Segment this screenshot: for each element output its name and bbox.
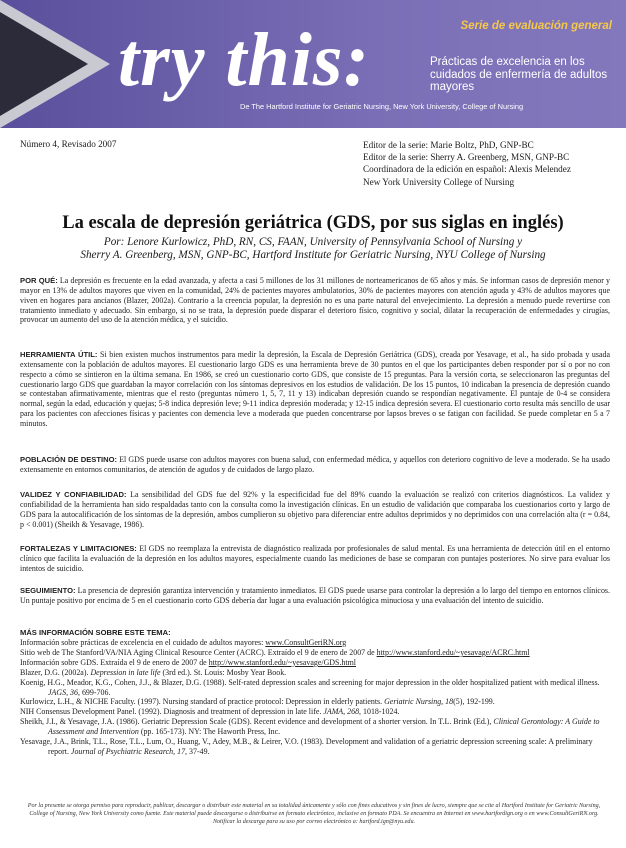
section-text: Si bien existen muchos instrumentos para medir la depresión, la Escala de Depresión Geriátrica (GDS), creada por Yesavage, et al., ha sido probada y usada extensamente con la población de adultos mayores. El cuestionario largo GDS es una herramienta breve de 30 puntos en el que los participantes deben responder por sí o por no con respecto a cómo se sintieron en la última semana. En 1986, se creó un cuestionario corto GDS, que consiste de 15 preguntas. Para la versión corta, se seleccionaron las preguntas del cuestionario largo GDS que guardaban la mayor correlación con los síntomas depresivos en los estudios de validación. De los 15 puntos, 10 indicaban la presencia de depresión cuando se contestaban afirmativamente, mientras que el resto (preguntas número 1, 5, 7, 11 y 13) indicaban depresión cuando se respondían negativamente. El puntaje de 0-4 se considera normal, según la edad, educación y quejas; 5-8 indica depresión leve; 9-11 indica depresión moderada; y 12-15 indica depresión severa. El cuestionario corto resulta más sencillo de usar para los pacientes con afecciones físicas y pacientes con demencia leve a moderada que pueden concentrarse por lapsos breves o se fatigan con facilidad. Se puede completar en 5 a 7 minutos. xyxy=(20,350,610,428)
reference-text: Sheikh, J.I., & Yesavage, J.A. (1986). Geriatric Depression Scale (GDS). Recent evidence and development of a shorter version. In T.L. Brink (Ed.), xyxy=(20,717,494,727)
acrc-link[interactable]: http://www.stanford.edu/~yesavage/ACRC.html xyxy=(376,647,530,657)
reference-item xyxy=(20,678,610,698)
section-heading: POBLACIÓN DE DESTINO: xyxy=(20,455,118,464)
section-heading: FORTALEZAS Y LIMITACIONES: xyxy=(20,544,137,553)
section-heading: SEGUIMIENTO: xyxy=(20,586,76,595)
authors-block xyxy=(0,236,626,262)
section-fortalezas-limitaciones xyxy=(20,544,610,574)
reference-text: Sitio web de The Stanford/VA/NIA Aging Clinical Resource Center (ACRC). Extraído el 9 de enero de 2007 de xyxy=(20,647,377,657)
reference-title: JAGS, 36 xyxy=(48,687,78,697)
header-banner xyxy=(0,0,626,128)
section-text: El GDS no reemplaza la entrevista de diagnóstico realizada por profesionales de salud mental. Es una herramienta de detección útil en el entorno clínico que facilita la evaluación de la depresión en los adultos mayores, especialmente cuando las mediciones de base se comparan con puntajes posteriores. No sirve para evaluar los intentos de suicidio. xyxy=(20,544,610,573)
reference-text: , 37-49. xyxy=(185,746,210,756)
section-heading: HERRAMIENTA ÚTIL: xyxy=(20,350,98,359)
reference-text: , 699-706. xyxy=(77,687,111,697)
reference-text: , 1018-1024. xyxy=(359,707,400,717)
page-title: La escala de depresión geriátrica (GDS, por sus siglas en inglés) xyxy=(62,213,564,233)
reference-title: JAMA, 268 xyxy=(323,707,360,717)
permission-footer: Por la presente se otorga permiso para reproducir, publicar, descargar o distribuir este material en su totalidad únicamente y sólo con fines educativos y sin fines de lucro, siempre que se cite al Hartford Institute for Geriatric Nursing, College of Nursing, New York University como fuente. Este material puede descargarse o distribuirse en formato electrónico, inclusive en formato PDA. Se encuentra en Internet en www.hartfordign.org o en www.ConsultGeriRN.org. Notificar la descarga para su uso por correo electrónico a: hartford.ign@nyu.edu. xyxy=(27,803,601,825)
reference-item xyxy=(20,717,610,737)
section-validez-confiabilidad xyxy=(20,490,610,529)
section-text: La presencia de depresión garantiza intervención y tratamiento inmediatos. El GDS puede usarse para controlar la depresión a lo largo del tiempo en entornos clínicos. Un puntaje positivo por encima de 5 en el cuestionario corto GDS debería dar lugar a una evaluación psicológica minuciosa y una evaluación del intento de suicidio. xyxy=(20,586,610,605)
issue-number: Número 4, Revisado 2007 xyxy=(20,139,117,149)
series-label: Serie de evaluación general xyxy=(460,20,612,32)
editor-line: Editor de la serie: Sherry A. Greenberg, MSN, GNP-BC xyxy=(363,152,570,163)
reference-text: Blazer, D.G. (2002a). xyxy=(20,667,91,677)
reference-item xyxy=(20,668,610,678)
section-poblacion-destino xyxy=(20,455,610,475)
reference-text: Yesavage, J.A., Brink, T.L., Rose, T.L., Lum, O., Huang, V., Adey, M.B., & Leirer, V.O. (1983). Development and validation of a geriatric depression screening scale: A preliminary report. xyxy=(20,737,593,756)
reference-text: NIH Consensus Development Panel. (1992). Diagnosis and treatment of depression in late life. xyxy=(20,707,324,717)
consultgerirn-link[interactable]: www.ConsultGeriRN.org xyxy=(265,638,347,647)
editor-line: Coordinadora de la edición en español: Alexis Melendez xyxy=(363,164,571,175)
reference-item xyxy=(20,697,610,707)
reference-title: Journal of Psychiatric Research, 17 xyxy=(70,746,186,756)
reference-text: (3rd ed.). St. Louis: Mosby Year Book. xyxy=(160,667,287,677)
references-list xyxy=(20,638,610,757)
reference-text: Koenig, H.G., Meador, K.G., Cohen, J.J., & Blazer, D.G. (1988). Self-rated depression scales and screening for major depression in the older hospitalized patient with medical illness. xyxy=(20,677,600,687)
gds-link[interactable]: http://www.stanford.edu/~yesavage/GDS.html xyxy=(208,657,356,667)
reference-text: (5), 192-199. xyxy=(453,697,495,707)
more-info-heading: MÁS INFORMACIÓN SOBRE ESTE TEMA: xyxy=(20,628,171,637)
editors-block xyxy=(363,139,571,188)
section-text: La depresión es frecuente en la edad avanzada, y afecta a casi 5 millones de los 31 millones de norteamericanos de 65 años y más. Se informan casos de depresión menor y mayor en 13% de adultos mayores que viven en la comunidad, 24% de pacientes mayores ambulatorios, 30% de pacientes mayores con atención aguda y 43% de adultos mayores que viven en hogares para ancianos (Blazer, 2002a). Contrario a la creencia popular, la depresión no es una parte natural del envejecimiento. La depresión a menudo puede revertirse con tratamiento inmediato y adecuado. Sin embargo, si no se trata, la depresión puede disparar el deterioro físico, cognitivo y social, dilatar la recuperación de enfermedades y cirugías, provocar un aumento del uso de la atención médica, y el suicidio. xyxy=(20,276,610,325)
editor-line: Editor de la serie: Marie Boltz, PhD, GNP-BC xyxy=(363,140,534,150)
reference-item xyxy=(20,737,610,757)
reference-text: Información sobre GDS. Extraída el 9 de enero de 2007 de xyxy=(20,657,209,667)
reference-title: Geriatric Nursing, 18 xyxy=(384,697,454,707)
reference-text: Kurlowicz, L.H., & NICHE Faculty. (1997). Nursing standard of practice protocol: Depression in elderly patients. xyxy=(20,697,385,707)
author-line: Sherry A. Greenberg, MSN, GNP-BC, Hartford Institute for Geriatric Nursing, NYU College of Nursing xyxy=(80,249,546,261)
reference-text: (pp. 165-173). NY: The Haworth Press, Inc. xyxy=(138,727,281,737)
reference-title: Clinical Gerontology: A Guide to Assessment and Intervention xyxy=(48,717,600,737)
reference-item xyxy=(20,638,610,648)
reference-title: Depression in late life xyxy=(90,667,161,677)
chevron-inner-icon xyxy=(0,12,88,116)
author-line: Por: Lenore Kurlowicz, PhD, RN, CS, FAAN, University of Pennsylvania School of Nursing y xyxy=(103,236,523,248)
section-seguimiento xyxy=(20,586,610,606)
section-herramienta-util xyxy=(20,350,610,429)
section-heading: POR QUÉ: xyxy=(20,276,58,285)
banner-subtitle: Prácticas de excelencia en los cuidados de enfermería de adultos mayores xyxy=(430,56,608,93)
section-por-que xyxy=(20,276,610,325)
try-this-logo: try this: xyxy=(118,18,370,102)
reference-item xyxy=(20,658,610,668)
section-heading: VALIDEZ Y CONFIABILIDAD: xyxy=(20,490,127,499)
reference-item xyxy=(20,648,610,658)
section-text: La sensibilidad del GDS fue del 92% y la especificidad fue del 89% cuando la evaluación se realizó con criterios diagnósticos. La validez y confiabilidad de la herramienta han sido respaldadas tanto con la consulta como la investigación clínicas. En un estudio de validación que comparaba los cuestionarios corto y largo de GDS para la autocalificación de los síntomas de la depresión, ambos cumplieron su objetivo para diferenciar entre adultos deprimidos y no deprimidos con una correlación alta (r = 0.84, p < 0.001) (Sheikh & Yesavage, 1986). xyxy=(20,490,610,529)
reference-text: Información sobre prácticas de excelencia en el cuidado de adultos mayores: xyxy=(20,638,266,647)
section-text: El GDS puede usarse con adultos mayores con buena salud, con enfermedad médica, y aquellos con deterioro cognitivo de leve a moderado. Se ha usado extensamente en entornos comunitarios, de atención de agudos y de cuidados de largo plazo. xyxy=(20,455,610,474)
reference-item xyxy=(20,707,610,717)
hartford-institute-line: De The Hartford Institute for Geriatric Nursing, New York University, College of Nursing xyxy=(240,102,524,111)
editor-line: New York University College of Nursing xyxy=(363,176,515,187)
